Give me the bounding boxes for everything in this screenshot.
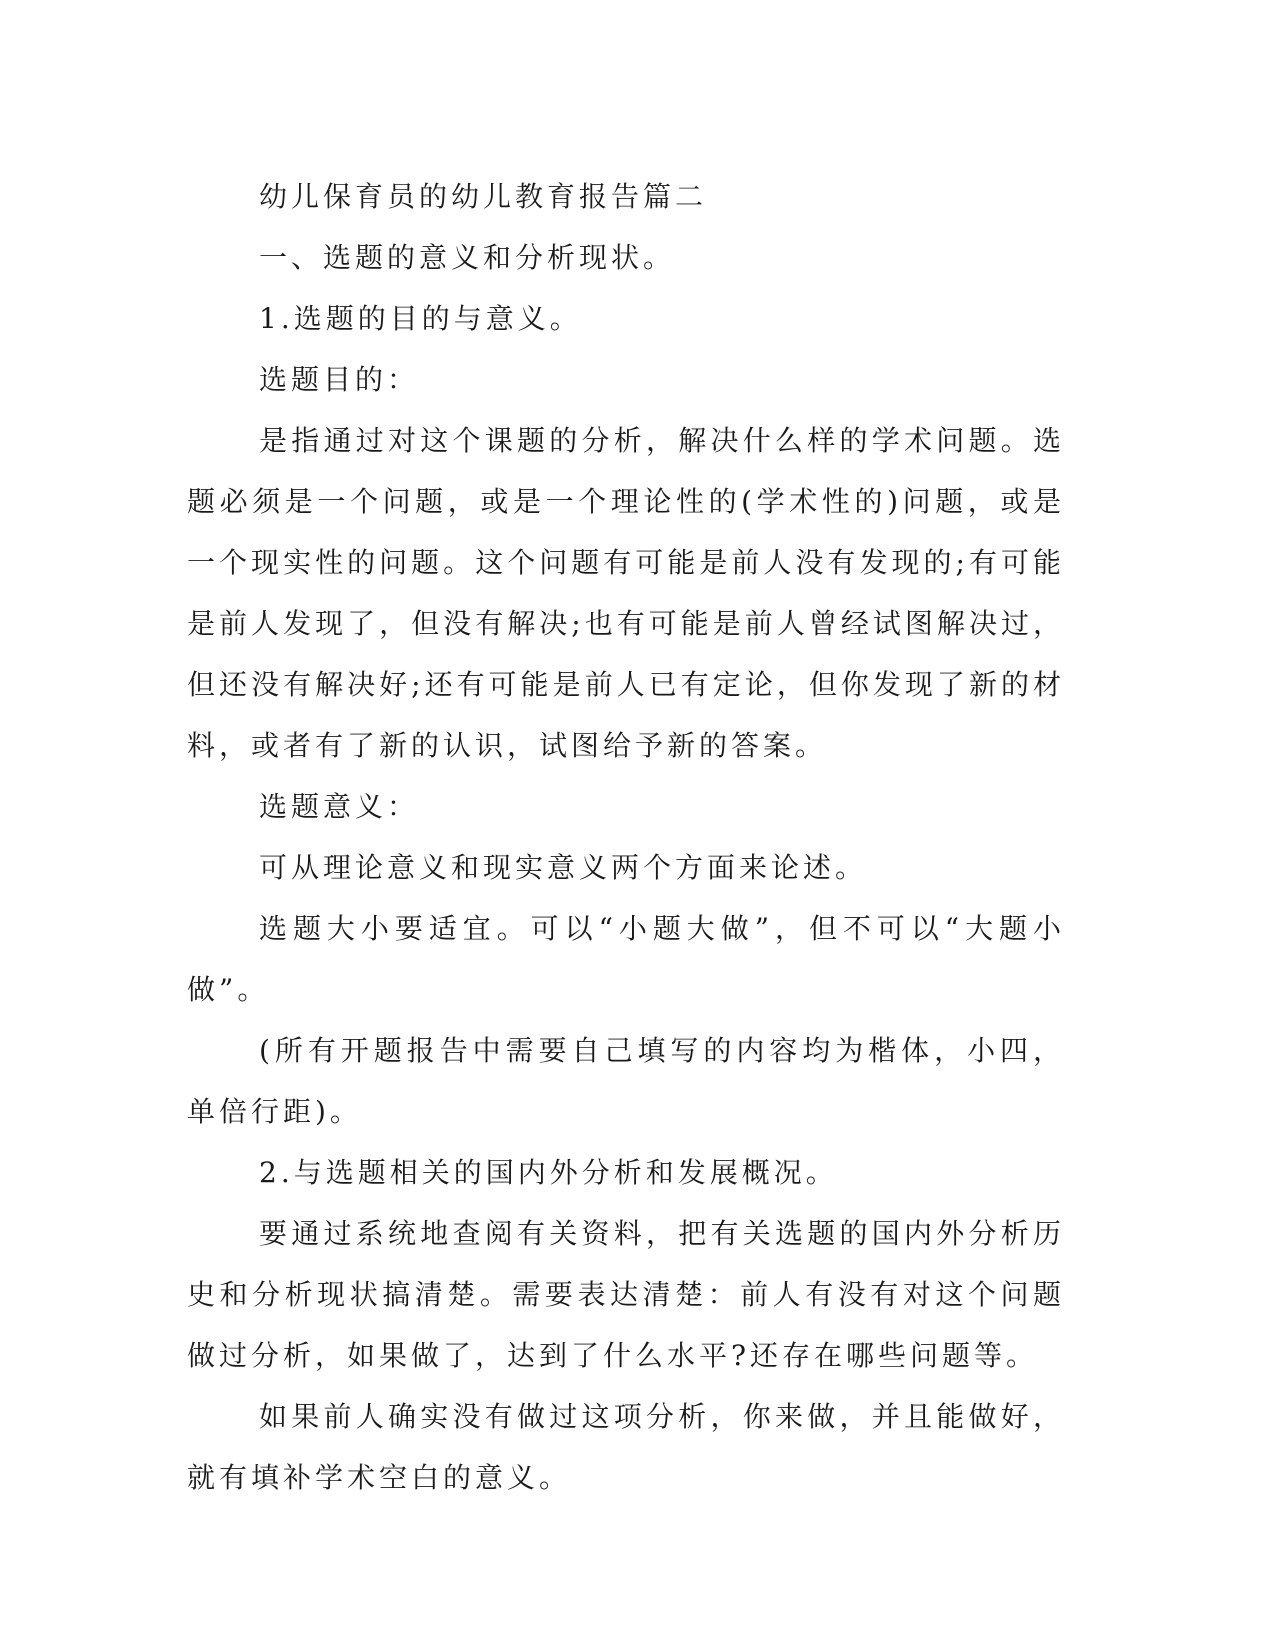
paragraph-format-note: (所有开题报告中需要自己填写的内容均为楷体，小四，单倍行距)。 xyxy=(187,1034,1065,1128)
paragraph-academic-gap: 如果前人确实没有做过这项分析，你来做，并且能做好，就有填补学术空白的意义。 xyxy=(187,1400,1065,1494)
paragraph-scope: 选题大小要适宜。可以“小题大做”，但不可以“大题小做”。 xyxy=(187,912,1065,1006)
paragraph-purpose: 是指通过对这个课题的分析，解决什么样的学术问题。选题必须是一个问题，或是一个理论性的(学术性的)问题，或是一个现实性的问题。这个问题有可能是前人没有发现的;有可能是前人发现了，但没有解决;也有可能是前人曾经试图解决过，但还没有解决好;还有可能是前人已有定论，但你发现了新的材料，或者有了新的认识，试图给予新的答案。 xyxy=(187,424,1065,762)
document-body xyxy=(187,166,1065,1508)
paragraph-significance: 可从理论意义和现实意义两个方面来论述。 xyxy=(259,851,868,884)
section-title: 幼儿保育员的幼儿教育报告篇二 xyxy=(259,180,708,213)
label-purpose: 选题目的： xyxy=(259,363,420,396)
paragraph-research-status: 要通过系统地查阅有关资料，把有关选题的国内外分析历史和分析现状搞清楚。需要表达清楚：前人有没有对这个问题做过分析，如果做了，达到了什么水平?还存在哪些问题等。 xyxy=(187,1217,1065,1372)
label-significance: 选题意义： xyxy=(259,790,420,823)
subheading-1: 1.选题的目的与意义。 xyxy=(259,302,582,335)
subheading-2: 2.与选题相关的国内外分析和发展概况。 xyxy=(259,1156,838,1189)
heading-1: 一、选题的意义和分析现状。 xyxy=(259,241,676,274)
